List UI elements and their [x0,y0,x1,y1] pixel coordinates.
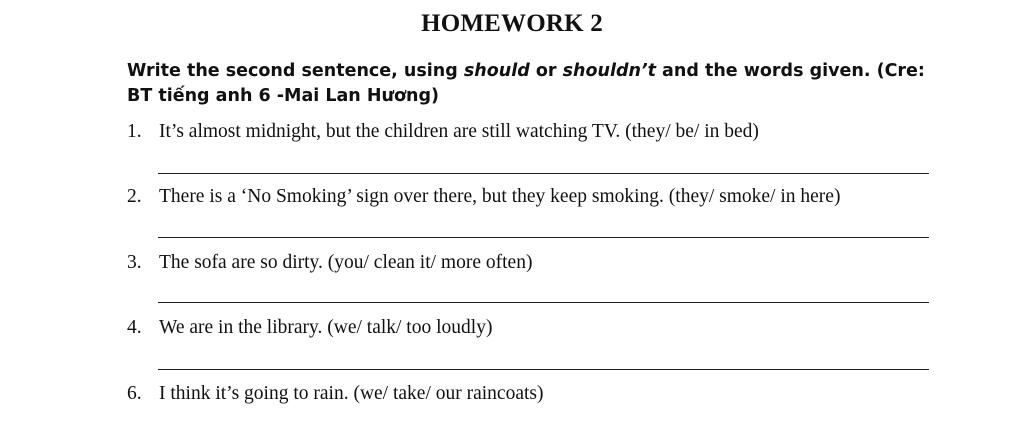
instruction-part-2: or [529,61,563,81]
instruction-part-3: and the words given. (Cre: BT tiếng anh 6 -Mai Lan Hương) [127,61,925,106]
answer-line-2[interactable] [158,237,929,238]
item-text: I think it’s going to rain. (we/ take/ our raincoats) [159,383,544,404]
item-text: We are in the library. (we/ talk/ too loudly) [159,317,493,338]
instruction-should: should [463,61,530,81]
item-number: 6. [127,383,142,404]
item-number: 2. [127,186,142,207]
answer-line-4[interactable] [158,369,929,370]
item-number: 1. [127,121,142,142]
answer-line-1[interactable] [158,173,929,174]
exercise-item-3 [127,251,977,275]
answer-line-3[interactable] [158,302,929,303]
exercise-item-2 [127,185,977,209]
instruction-text [127,59,927,109]
page-title: HOMEWORK 2 [421,10,603,37]
item-number: 4. [127,317,142,338]
item-text: The sofa are so dirty. (you/ clean it/ more often) [159,252,533,273]
instruction-shouldnt: shouldn’t [562,61,656,81]
instruction-part-1: Write the second sentence, using [127,61,464,81]
exercise-item-6 [127,382,977,406]
item-text: There is a ‘No Smoking’ sign over there, but they keep smoking. (they/ smoke/ in here) [159,186,841,207]
item-number: 3. [127,252,142,273]
item-text: It’s almost midnight, but the children are still watching TV. (they/ be/ in bed) [159,121,759,142]
exercise-item-4 [127,316,977,340]
exercise-item-1 [127,120,977,144]
